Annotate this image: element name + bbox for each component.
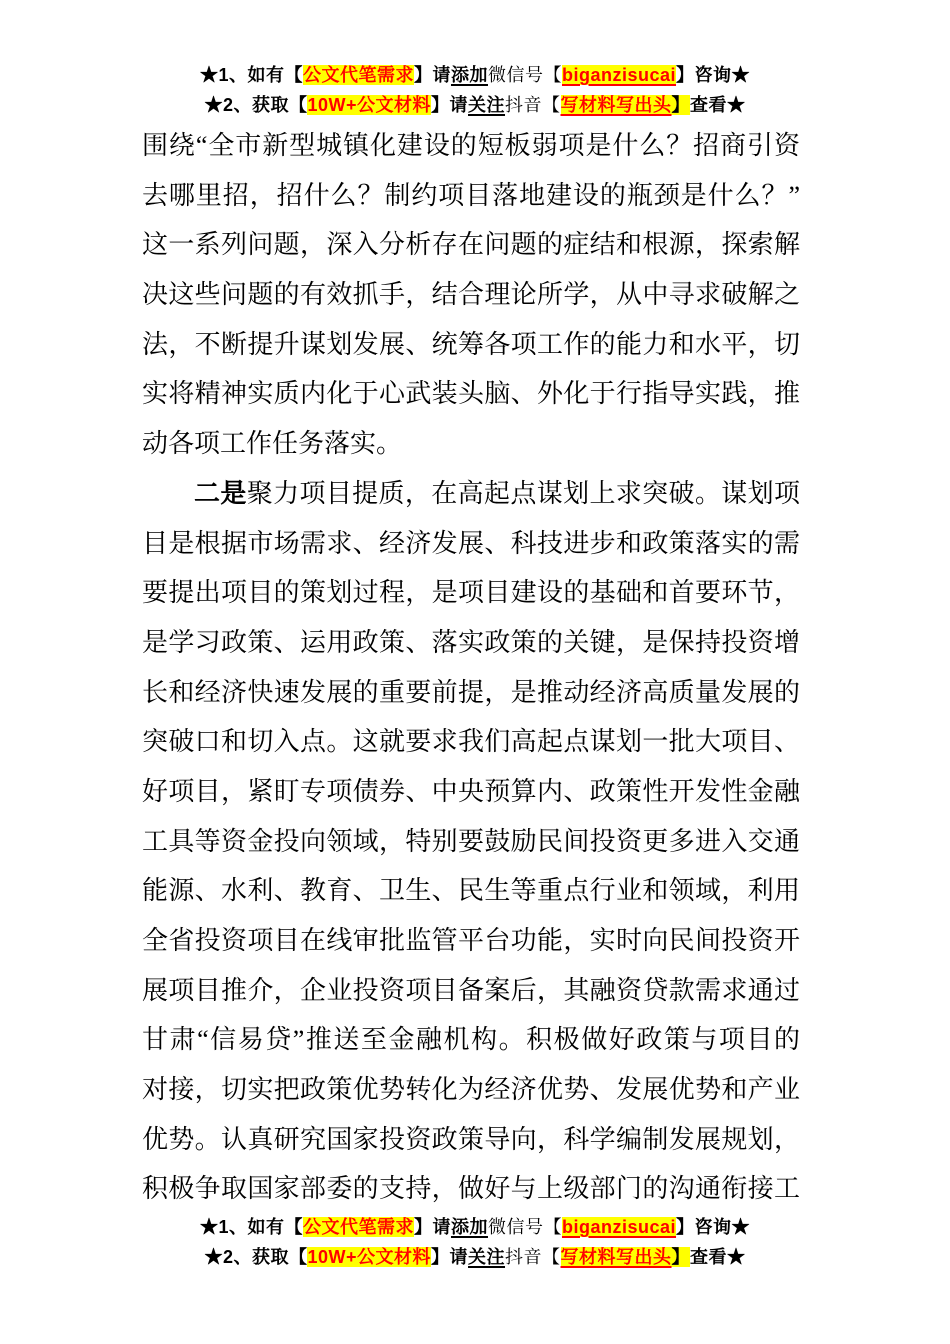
doc-line-text: 对接，切实把政策优势转化为经济优势、发展优势和产业 (142, 1075, 800, 1105)
doc-line-text: 聚力项目提质，在高起点谋划上求突破。谋划项 (246, 478, 800, 508)
promo-segment: 10W+公文材料 (307, 1247, 432, 1267)
doc-line-text: 是学习政策、运用政策、落实政策的关键，是保持投资增 (142, 627, 800, 657)
promo-segment: 微信号【 (487, 65, 562, 85)
doc-line-text: 甘肃“信易贷”推送至金融机构。积极做好政策与项目的 (142, 1025, 800, 1055)
promo-segment: 】请 (431, 95, 469, 115)
promo-segment: 公文代笔需求 (302, 65, 414, 85)
doc-line (142, 121, 800, 171)
doc-line-text: 动各项工作任务落实。 (142, 429, 403, 459)
doc-line-text: 展项目推介，企业投资项目备案后，其融资贷款需求通过 (142, 975, 800, 1005)
doc-line-text: 要提出项目的策划过程，是项目建设的基础和首要环节， (142, 578, 800, 608)
promo-segment: biganzisucai (561, 1217, 677, 1237)
promo-line-1 (0, 1212, 950, 1242)
promo-line-1 (0, 60, 950, 90)
promo-segment: ★2、获取【 (204, 1247, 308, 1267)
doc-line-text: 能源、水利、教育、卫生、民生等重点行业和领域，利用 (142, 876, 800, 906)
doc-line (142, 1115, 800, 1165)
promo-segment: 关注 (468, 95, 506, 115)
promo-segment: biganzisucai (561, 65, 677, 85)
doc-line-text: 这一系列问题，深入分析存在问题的症结和根源，探索解 (142, 230, 800, 260)
promo-banner-bottom (0, 1212, 950, 1272)
promo-segment: 查看★ (690, 1247, 746, 1267)
doc-line (142, 419, 800, 469)
doc-line-text: 围绕“全市新型城镇化建设的短板弱项是什么？招商引资 (142, 131, 800, 160)
promo-segment: ★1、如有【 (199, 1217, 303, 1237)
promo-segment: 】 (671, 1247, 691, 1267)
promo-segment: 】请 (413, 1217, 451, 1237)
doc-line-text: 突破口和切入点。这就要求我们高起点谋划一批大项目、 (142, 727, 800, 757)
doc-line (142, 171, 800, 221)
doc-line (142, 320, 800, 370)
promo-segment: 10W+公文材料 (307, 95, 432, 115)
promo-line-2 (0, 90, 950, 120)
doc-line (142, 717, 800, 767)
promo-segment: 】咨询★ (676, 1217, 751, 1237)
doc-line (142, 618, 800, 668)
doc-line (142, 1015, 800, 1065)
promo-segment: 】咨询★ (676, 65, 751, 85)
doc-line-text: 优势。认真研究国家投资政策导向，科学编制发展规划， (142, 1124, 800, 1154)
doc-line (142, 1164, 800, 1214)
promo-segment: 写材料写出头 (560, 95, 672, 115)
promo-segment: 】请 (413, 65, 451, 85)
promo-segment: ★2、获取【 (204, 95, 308, 115)
doc-line (142, 916, 800, 966)
doc-line-text: 法，不断提升谋划发展、统筹各项工作的能力和水平，切 (142, 329, 800, 359)
promo-line-2 (0, 1242, 950, 1272)
promo-banner-top (0, 60, 950, 120)
doc-line (142, 817, 800, 867)
doc-line-text: 长和经济快速发展的重要前提，是推动经济高质量发展的 (142, 677, 800, 707)
doc-line (142, 1065, 800, 1115)
doc-line-text: 目是根据市场需求、经济发展、科技进步和政策落实的需 (142, 528, 800, 558)
doc-line-text: 实将精神实质内化于心武装头脑、外化于行指导实践，推 (142, 379, 800, 409)
doc-line-text: 决这些问题的有效抓手，结合理论所学，从中寻求破解之 (142, 280, 800, 310)
doc-line (142, 469, 800, 519)
promo-segment: 查看★ (690, 95, 746, 115)
document-body (142, 121, 800, 1214)
promo-segment: 】 (671, 95, 691, 115)
promo-segment: 】请 (431, 1247, 469, 1267)
doc-line (142, 966, 800, 1016)
promo-segment: 抖音【 (505, 95, 561, 115)
promo-segment: 添加 (450, 65, 488, 85)
doc-line-text: 全省投资项目在线审批监管平台功能，实时向民间投资开 (142, 926, 800, 955)
doc-line (142, 568, 800, 618)
doc-line (142, 866, 800, 916)
doc-line (142, 519, 800, 569)
doc-bold-lead: 二是 (194, 478, 247, 508)
doc-line (142, 668, 800, 718)
doc-line (142, 220, 800, 270)
promo-segment: 添加 (450, 1217, 488, 1237)
promo-segment: 公文代笔需求 (302, 1217, 414, 1237)
doc-line-text: 工具等资金投向领域，特别要鼓励民间投资更多进入交通 (142, 826, 800, 856)
promo-segment: 写材料写出头 (560, 1247, 672, 1267)
promo-segment: ★1、如有【 (199, 65, 303, 85)
doc-line (142, 270, 800, 320)
doc-line (142, 369, 800, 419)
promo-segment: 关注 (468, 1247, 506, 1267)
doc-line-text: 积极争取国家部委的支持，做好与上级部门的沟通衔接工 (142, 1174, 800, 1204)
doc-line (142, 767, 800, 817)
doc-line-text: 去哪里招，招什么？制约项目落地建设的瓶颈是什么？” (142, 180, 800, 210)
promo-segment: 微信号【 (487, 1217, 562, 1237)
promo-segment: 抖音【 (505, 1247, 561, 1267)
doc-line-text: 好项目，紧盯专项债券、中央预算内、政策性开发性金融 (142, 776, 800, 806)
